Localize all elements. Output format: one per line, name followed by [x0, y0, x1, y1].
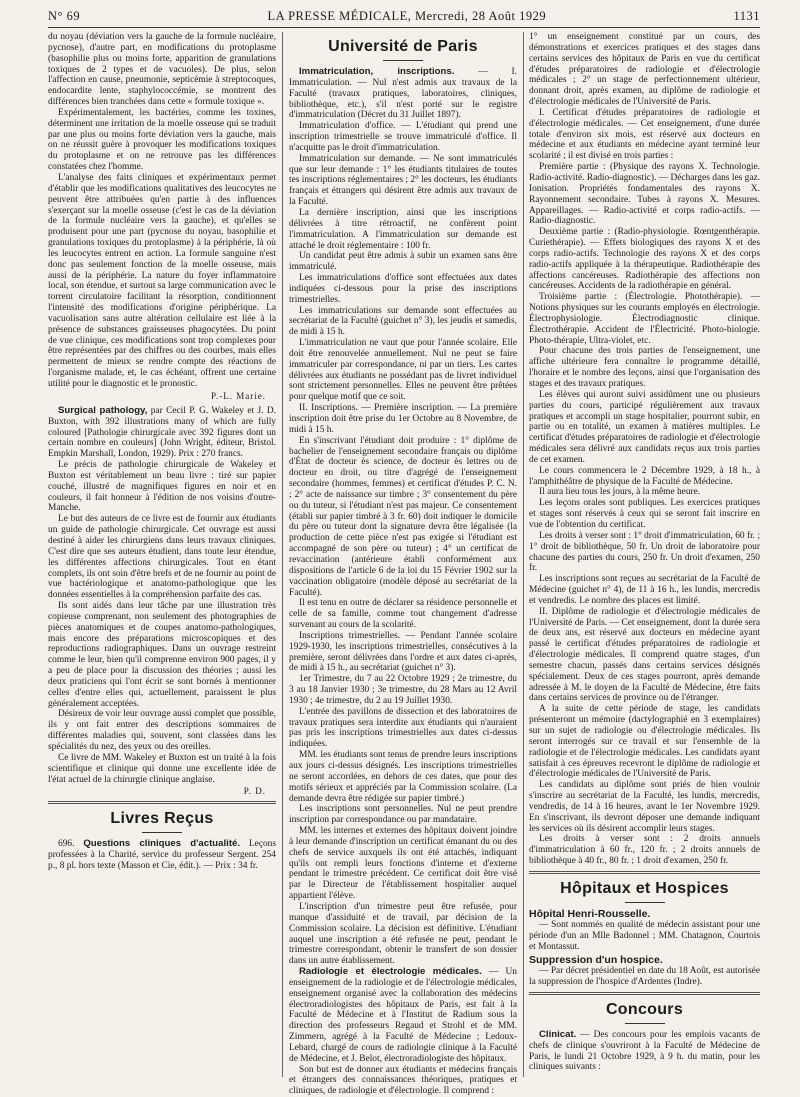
paragraph: Première partie : (Physique des rayons X. Technologie. Radio-activité. Radio-diagnostic). — Décharges dans les gaz. Ionisation. Propriétés fondamentales des rayons X. Rayonnement secondaire. Tubes à rayons X. Mesures. Appareillages. — Radio-activité et corps radio-actifs. — Radio-diagnostic.	[529, 162, 760, 227]
paragraph: La dernière inscription, ainsi que les inscriptions délivrées à titre rétroactif, ne confèrent point l'immatriculation. A l'immatriculation sur demande est attaché le droit réglementaire : 100 fr.	[289, 207, 517, 251]
section-title-livres: Livres Reçus	[110, 810, 214, 828]
paragraph: L'inscription d'un trimestre peut être refusée, pour manque d'assiduité et de travail, par décision de la Commission scolaire. La décision est définitive. L'étudiant auquel une inscription a été refusée ne peut, pendant le trimestre correspondant, obtenir le transfert de son dossier dans un autre établissement.	[289, 901, 517, 967]
section-divider	[529, 992, 760, 995]
page-number: 1131	[733, 8, 760, 23]
paragraph: A la suite de cette période de stage, les candidats présenteront un mémoire (dactylographié en 3 exemplaires) sur un sujet de radiologie ou d'électrologie médicales. Ils seront interrogés sur ce travail et sur l'ensemble de la radiologie et de l'électrologie médicales. Les candidats ayant satisfait à ces épreuves recevront le diplôme de radiologie et d'électrologie médicales de l'Université de Paris.	[529, 704, 760, 780]
paragraph: Immatriculation d'office. — L'étudiant qui prend une inscription trimestrielle se trouve immatriculé d'office. Il n'acquitte pas le droit d'immatriculation.	[289, 121, 517, 153]
paragraph: Les immatriculations sur demande sont effectuées au secrétariat de la Faculté (guichet n° 3), les jeudis et samedis, de midi à 15 h.	[289, 305, 517, 338]
paragraph: Immatriculation sur demande. — Ne sont immatriculés que sur leur demande : 1° les étudiants titulaires de toutes tes inscriptions réglementaires ; 2° les docteurs, les étudiants français et étrangers qui désirent être admis aux travaux de la Faculté.	[289, 153, 517, 208]
column-separator	[523, 32, 524, 1077]
title-rule	[383, 60, 423, 61]
paragraph: Les leçons orales sont publiques. Les exercices pratiques et stages sont réservés à ceux qui se seront fait inscrire en vue de l'obtention du certificat.	[529, 498, 760, 530]
paragraph: 1er Trimestre, du 7 au 22 Octobre 1929 ; 2e trimestre, du 3 au 18 Janvier 1930 ; 3e trimestre, du 28 Mars au 12 Avril 1930 ; 4e trimestre, du 2 au 19 Juillet 1930.	[289, 674, 517, 706]
paragraph-text: — I. Immatriculation. — Nul n'est admis aux travaux de la Faculté (travaux pratiques, laboratoires, cliniques, bibliothèque, etc.), s'il n'est porté sur le registre d'immatriculation (Décret du 31 Juillet 1897).	[289, 67, 517, 121]
paragraph: Les candidats au diplôme sont priés de bien vouloir s'inscrire au secrétariat de la Faculté, les lundis, mercredis, vendredis, de 14 à 16 heures, avant le 1er Novembre 1929. En s'inscrivant, ils devront déposer une demande indiquant les services où ils désirent accomplir leurs stages.	[529, 780, 760, 834]
paragraph: Les immatriculations d'office sont effectuées aux dates indiquées ci-dessous pour la prise des inscriptions trimestrielles.	[289, 273, 517, 305]
paragraph: Un candidat peut être admis à subir un examen sans être immatriculé.	[289, 251, 517, 273]
journal-title: LA PRESSE MÉDICALE, Mercredi, 28 Août 1929	[267, 8, 547, 23]
column-1	[48, 32, 276, 1077]
paragraph-text: — Des concours pour les emplois vacants de chefs de clinique s'ouvriront à la Faculté de Médecine de Paris, le lundi 21 Octobre 1929, à 9 h. du matin, pour les cliniques suivants :	[529, 1029, 760, 1073]
book-title: Questions cliniques d'actualité.	[83, 838, 241, 850]
running-head	[48, 6, 760, 26]
paragraph: Les élèves qui auront suivi assidûment une ou plusieurs parties du cours, participé régulièrement aux travaux pratiques et accompli un stage hospitalier, pourront subir, en partie ou en totalité, un examen à matières multiples. Le certificat d'études préparatoires de radiologie et d'électrologie médicales sera délivré aux candidats reçus aux trois parties de cet examen.	[529, 389, 760, 465]
section-divider	[48, 801, 276, 804]
book-number: 696.	[58, 839, 75, 850]
paragraph: Désireux de voir leur ouvrage aussi complet que possible, ils y ont fait entrer des descriptions sommaires de différentes maladies qui, souvent, sont classées dans les spécialités du nez, des yeux ou des oreilles.	[48, 709, 276, 752]
paragraph: Le cours commencera le 2 Décembre 1929, à 18 h., à l'amphithéâtre de physique de la Faculté de Médecine.	[529, 465, 760, 487]
paragraph	[289, 67, 517, 121]
paragraph: Inscriptions trimestrielles. — Pendant l'année scolaire 1929-1930, les inscriptions trimestrielles, consécutives à la première, seront délivrées dans l'ordre et aux dates ci-après, de midi à 15 h., au secrétariat (guichet n° 3).	[289, 630, 517, 674]
column-separator	[282, 32, 283, 1077]
paragraph: II. Inscriptions. — Première inscription. — La première inscription doit être prise du 1er Octobre au 8 Novembre, de midi à 15 h.	[289, 403, 517, 435]
paragraph-text: — Un enseignement de la radiologie et de l'électrologie médicales, enseignement organisé avec la collaboration des médecins électroradiologistes des hôpitaux de Paris, est fait à la Faculté de Médecine et à l'Institut de Radium sous la direction des professeurs Regaud et Strohl et de MM. Zimmern, agrégé à la Faculté de Médecine ; Ledoux-Lebard, chargé de cours de radiologie clinique à la Faculté de Médecine, et J. Belot, électroradiologiste des hôpitaux.	[289, 967, 517, 1064]
review-entry	[48, 406, 276, 460]
review-reference: par Cecil P. G. Wakeley et J. D. Buxton, with 392 illustrations many of which are fully coloured [Pathologie chirurgicale avec 392 figures dont un certain nombre en couleurs] (John Wright, éditeur, Bristol. Empkin Marshall, London, 1929). Prix : 270 francs.	[48, 405, 276, 460]
paragraph: En s'inscrivant l'étudiant doit produire : 1° diplôme de bachelier de l'enseignement secondaire français ou diplôme d'État de docteur ès science, de docteur ès lettres ou de docteur en droit, ou titre d'agrégé de l'enseignement secondaire (hommes, femmes) et certificat d'études P. C. N. ; 2° acte de naissance sur timbre ; 3° consentement du père ou du tuteur, si l'étudiant n'est pas majeur. Ce consentement (établi sur papier timbré à 3 fr. 60) doit indiquer le domicile du père ou tuteur dont la signature devra être légalisée (la production de cette pièce n'est pas exigée si l'étudiant est accompagné de son père ou tuteur) ; 4° un certificat de revaccination (antérieure établi conformément aux dispositions de l'article 6 de la loi du 15 Février 1902 sur la vaccination obligatoire (modèle déposé au secrétariat de la Faculté).	[289, 435, 517, 598]
paragraph: Troisième partie : (Électrologie. Photothérapie). — Notions physiques sur les courants employés en électrologie. Électrophysiologie. Électrodiagnostic clinique. Électrothérapie. Accident de l'Électricité. Photo-biologie. Photo-thérapie, Ultra-violet, etc.	[529, 292, 760, 346]
title-rule	[625, 902, 665, 903]
paragraph: MM. les étudiants sont tenus de prendre leurs inscriptions aux jours ci-dessus désignés. Les inscriptions trimestrielles ne seront accordées, en dehors de ces dates, que pour des motifs sérieux et appréciés par la Commission scolaire. (La demande devra être rédigée sur papier timbré.)	[289, 750, 517, 804]
paragraph: Expérimentalement, les bactéries, comme les toxines, déterminent une irritation de la moelle osseuse qui se traduit par une plus ou moins forte déviation vers la gauche, mais on ne réussit guère à provoquer les modifications toxiques du protoplasme et on ne retrouve pas les différences constatées chez l'homme.	[48, 107, 276, 173]
paragraph: I. Certificat d'études préparatoires de radiologie et d'électrologie médicales. — Cet enseignement, d'une durée totale d'environ six mois, est réservé aux docteurs en médecine et aux étudiants en médecine ayant terminé leur scolarité ; il est divisé en trois parties :	[529, 107, 760, 162]
paragraph: L'immatriculation ne vaut que pour l'année scolaire. Elle doit être renouvelée annuellement. Nul ne peut se faire immatriculer par correspondance, ni par un tiers. Les cartes délivrées aux étudiants ne possédant pas de livret individuel sont strictement personnelles. Elles ne peuvent être prêtées pour quelque motif que ce soit.	[289, 338, 517, 403]
paragraph: Les inscriptions sont personnelles. Nul ne peut prendre inscription par correspondance ou par mandataire.	[289, 804, 517, 826]
header-rule	[48, 27, 760, 28]
title-rule	[625, 1023, 665, 1024]
signature: P.-L. Marie.	[211, 390, 266, 401]
subsection-heading: Suppression d'un hospice.	[529, 954, 663, 967]
paragraph: Les droits à verser sont : 1° droit d'immatriculation, 60 fr. ; 1° droit de bibliothèque, 50 fr. Un droit de laboratoire pour chacune des parties du cours, 250 fr. Un droit d'examen, 250 fr.	[529, 530, 760, 574]
paragraph: — Par décret présidentiel en date du 18 Août, est autorisée la suppression de l'hospice d'Ardentes (Indre).	[529, 966, 760, 988]
paragraph: MM. les internes et externes des hôpitaux doivent joindre à leur demande d'inscription un certificat émanant du ou des chefs de service auxquels ils ont été attachés, indiquant qu'ils ont rempli leurs fonctions d'interne et d'externe pendant le trimestre précédent. Ce certificat doit être visé par le Directeur de l'établissement hospitalier auquel appartient l'élève.	[289, 826, 517, 902]
book-entry	[48, 839, 276, 872]
paragraph	[289, 967, 517, 1065]
paragraph: Il est tenu en outre de déclarer sa résidence personnelle et celle de sa famille, comme tout changement d'adresse survenant au cours de la scolarité.	[289, 598, 517, 631]
paragraph: Les droits à verser sont : 2 droits annuels d'immatriculation à 60 fr., 120 fr. ; 2 droits annuels de bibliothèque à 40 fr., 80 fr. ; 1 droit d'examen, 250 fr.	[529, 834, 760, 867]
issue-number: N° 69	[48, 8, 81, 23]
paragraph: Son but est de donner aux étudiants et médecins français et étrangers des connaissances théoriques, pratiques et cliniques, de radiologie et d'électrologie. Il comprend :	[289, 1064, 517, 1097]
paragraph: Il aura lieu tous les jours, à la même heure.	[539, 487, 701, 498]
paragraph	[529, 1030, 760, 1073]
paragraph: II. Diplôme de radiologie et d'électrologie médicales de l'Université de Paris. — Cet enseignement, dont la durée sera de deux ans, est réservé aux docteurs en médecine ayant passé le certificat d'études préparatoires de radiologie et d'électrologie médicales. Il comprend quatre stages, d'un semestre chacun, passés dans certains services désignés spécialement. Deux de ces stages pourront, après demande adressée à M. le doyen de la Faculté de Médecine, être faits dans certains services de province ou de l'étranger.	[529, 606, 760, 704]
signature: P. D.	[243, 786, 266, 797]
column-3	[529, 32, 760, 1077]
paragraph: L'entrée des pavillons de dissection et des laboratoires de travaux pratiques sera interdite aux étudiants qui n'auraient pas pris les inscriptions trimestrielles aux dates ci-dessus indiquées.	[289, 706, 517, 750]
section-title-concours: Concours	[605, 1000, 684, 1018]
column-2	[289, 32, 517, 1097]
paragraph: 1° un enseignement constitué par un cours, des démonstrations et exercices pratiques et des stages dans certains services des hôpitaux de Paris en vue du certificat d'études préparatoires de radiologie et d'électrologie médicales ; 2° un stage de perfectionnement ultérieur, donnant droit, après examen, au diplôme de radiologie et d'électrologie médicales de l'Université de Paris.	[529, 32, 760, 108]
subsection-lead: Immatriculation, inscriptions.	[299, 66, 455, 77]
paragraph: Le précis de pathologie chirurgicale de Wakeley et Buxton est véritablement un beau livre : tiré sur papier couché, illustré de magnifiques figures en noir et en couleurs, il fait honneur à l'édition de nos voisins d'outre-Manche.	[48, 460, 276, 514]
paragraph: L'analyse des faits cliniques et expérimentaux permet d'établir que les modifications qualitatives des leucocytes ne peuvent être attribuées qu'en partie à des influences s'exerçant sur la moelle osseuse (c'est le cas de la déviation de la formule nucléaire vers la gauche), et qu'elles se produisent pour une part (pycnose du noyau, basophilie et granulations toxiques du protoplasme) à la périphérie, là où les leucocytes entrent en action. La formule sanguine n'est donc pas seulement fonction de la moelle osseuse, mais aussi de la périphérie. La nature du foyer inflammatoire local, son étendue, et surtout sa large communication avec le torrent circulatoire facilitant la résorption, conditionnent l'intensité des modifications d'origine périphérique. La vacuolisation sans autre altération cellulaire est liée à la présence de substances graisseuses phagocytées. Du point de vue clinique, ces modifications sont trop complexes pour être représentées par des chiffres ou des courbes, mais elles permettent de mieux se rendre compte des réactions de l'organisme malade, et, le cas échéant, offrent une certaine utilité pour le diagnostic et le pronostic.	[48, 172, 276, 389]
subsection-heading: Hôpital Henri-Rousselle.	[529, 907, 651, 920]
paragraph: du noyau (déviation vers la gauche de la formule nucléaire, pycnose), d'autre part, en modifications du protoplasme (basophilie plus ou moins forte, apparition de granulations toxiques de 2 types et de vacuoles). De plus, selon l'affection en cause, pneumonie, septicémie à streptocoques, endocardite lente, staphylococcémie, se montrent des différences bien tranchées dans cette « formule toxique ».	[48, 32, 276, 108]
section-title-universite: Université de Paris	[328, 38, 478, 55]
paragraph: Pour chacune des trois parties de l'enseignement, une affiche ultérieure fera connaître le programme détaillé, l'horaire et le nombre des leçons, ainsi que l'organisation des stages et des travaux pratiques.	[529, 346, 760, 389]
paragraph: Ce livre de MM. Wakeley et Buxton est un traité à la fois scientifique et clinique qui donne une excellente idée de l'état actuel de la chirurgie clinique anglaise.	[48, 752, 276, 785]
section-title-hopitaux: Hôpitaux et Hospices	[560, 879, 729, 897]
paragraph: Deuxième partie : (Radio-physiologie. Rœntgenthérapie. Curiethérapie). — Effets biologiques des rayons X et des corps radio-actifs. Technologie des rayons X et des corps radio-actifs appliquée à la thérapeutique. Radiothérapie des affections cancéreuses. Radiothérapie des affections non cancéreuses. Accidents de la radiothérapie en général.	[529, 227, 760, 292]
section-divider	[529, 871, 760, 874]
title-rule	[142, 832, 182, 833]
subsection-lead: Clinicat.	[539, 1028, 577, 1040]
paragraph: Le but des auteurs de ce livre est de fournir aux étudiants un guide de pathologie chirurgicale. Cet ouvrage est aussi destiné à aider les chirurgiens dans leurs travaux cliniques. C'est dire que ses auteurs étudient, dans toute leur étendue, les différentes affections chirurgicales. Tout en étant complets, ils ont soin d'être brefs et de ne fournir au point de vue bactériologique et anatomo-pathologique que les données essentielles à la compréhension parfaite des cas.	[48, 514, 276, 601]
subsection-lead: Radiologie et électrologie médicales.	[299, 966, 482, 978]
paragraph: Ils sont aidés dans leur tâche par une illustration très copieuse comprenant, non seulement des photographies de pièces anatomiques et de coupes anatomo-pathologiques, mais encore des préparations microscopiques et des reproductions radiographiques. Dans un ouvrage restreint comme le leur, bien qu'il comprenne environ 900 pages, il y a peu de place pour la discussion des théories ; aussi les deux praticiens qui l'ont écrit se sont bornés à mentionner celles d'entre elles qui, actuellement, paraissent le plus généralement acceptées.	[48, 601, 276, 709]
book-reference: Leçons professées à la Charité, service du professeur Sergent. 254 p., 8 pl. hors texte (Masson et Cie, édit.). — Prix : 34 fr.	[48, 839, 277, 872]
paragraph: Les inscriptions sont reçues au secrétariat de la Faculté de Médecine (guichet n° 4), de 11 à 16 h., les lundis, mercredis et vendredis. Le nombre des places est limité.	[529, 574, 760, 606]
review-title: Surgical pathology,	[58, 404, 148, 416]
paragraph: — Sont nommés en qualité de médecin assistant pour une période d'un an Mlle Badonnel ; MM. Chatagnon, Courtois et Montassut.	[529, 919, 760, 952]
